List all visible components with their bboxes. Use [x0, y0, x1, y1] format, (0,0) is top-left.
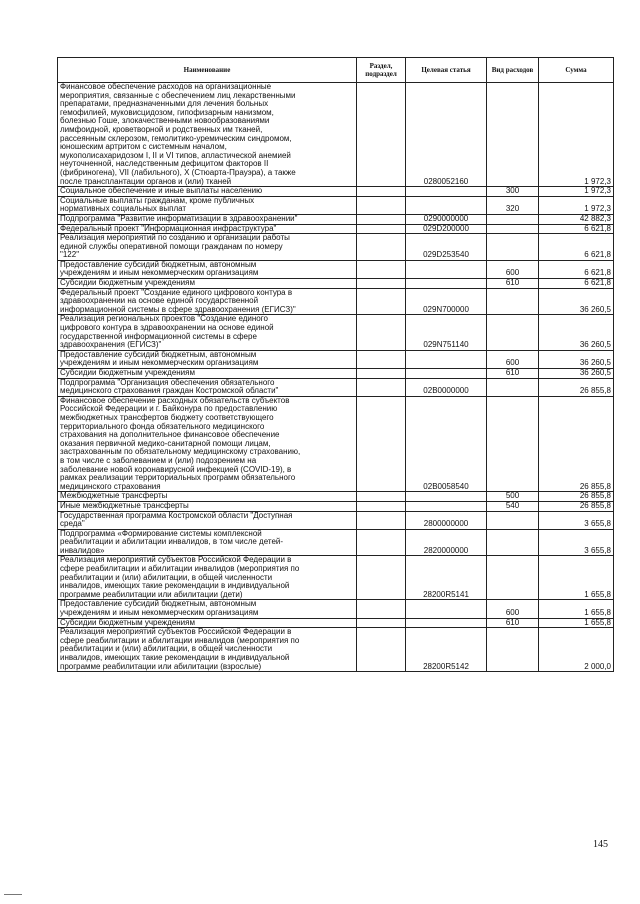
cell-section — [357, 350, 406, 368]
cell-name: Финансовое обеспечение расходов на организационные мероприятия, связанные с обеспечением лиц лекарственными препаратами, предназначенными для лечения больных гемофилией, муковисцидозом, гипофизарным нанизмом, болезнью Гоше, злокачественными новообразованиями лимфоидной, кроветворной и родственных им тканей, рассеянным склерозом, гемолитико-уремическим синдромом, юношеским артритом с системным началом, мукополисахаридозом I, II и VI типов, апластической анемией неуточненной, наследственным дефицитом факторов II (фибриногена), VII (лабильного), X (Стюарта-Прауэра), а также после трансплантации органов и (или) тканей — [58, 83, 357, 187]
cell-expense-type — [487, 529, 539, 556]
cell-name: Государственная программа Костромской области "Доступная среда" — [58, 511, 357, 529]
table-row — [58, 83, 614, 187]
table-body — [58, 83, 614, 672]
cell-section — [357, 234, 406, 261]
cell-name: Субсидии бюджетным учреждениям — [58, 369, 357, 379]
table-row — [58, 350, 614, 368]
cell-section — [357, 260, 406, 278]
cell-sum: 1 972,3 — [539, 83, 614, 187]
cell-target-article — [406, 187, 487, 197]
cell-name: Предоставление субсидий бюджетным, автономным учреждениям и иным некоммерческим организациям — [58, 350, 357, 368]
table-row — [58, 628, 614, 672]
cell-target-article — [406, 618, 487, 628]
cell-sum: 1 972,3 — [539, 196, 614, 214]
table-row — [58, 369, 614, 379]
cell-section — [357, 83, 406, 187]
table-row — [58, 396, 614, 492]
cell-section — [357, 279, 406, 289]
cell-sum: 36 260,5 — [539, 369, 614, 379]
cell-expense-type: 600 — [487, 600, 539, 618]
cell-target-article: 029D200000 — [406, 224, 487, 234]
cell-expense-type: 500 — [487, 492, 539, 502]
cell-target-article: 28200R5142 — [406, 628, 487, 672]
table-row — [58, 556, 614, 600]
cell-name: Реализация мероприятий по созданию и организации работы единой службы оперативной помощи гражданам по номеру "122" — [58, 234, 357, 261]
cell-expense-type — [487, 214, 539, 224]
cell-section — [357, 556, 406, 600]
cell-sum: 26 855,8 — [539, 396, 614, 492]
cell-section — [357, 369, 406, 379]
table-row — [58, 288, 614, 315]
cell-section — [357, 288, 406, 315]
cell-expense-type: 610 — [487, 369, 539, 379]
cell-section — [357, 196, 406, 214]
table-row — [58, 600, 614, 618]
cell-sum: 1 655,8 — [539, 556, 614, 600]
cell-target-article — [406, 492, 487, 502]
cell-sum: 6 621,8 — [539, 260, 614, 278]
cell-section — [357, 529, 406, 556]
cell-target-article: 0290000000 — [406, 214, 487, 224]
cell-name: Подпрограмма «Формирование системы комплексной реабилитации и абилитации инвалидов, в том числе детей- инвалидов» — [58, 529, 357, 556]
cell-sum: 6 621,8 — [539, 234, 614, 261]
table-row — [58, 214, 614, 224]
cell-expense-type — [487, 511, 539, 529]
cell-expense-type: 600 — [487, 350, 539, 368]
cell-sum: 42 882,3 — [539, 214, 614, 224]
table-row — [58, 315, 614, 350]
cell-target-article — [406, 501, 487, 511]
cell-sum: 2 000,0 — [539, 628, 614, 672]
cell-section — [357, 396, 406, 492]
cell-expense-type: 540 — [487, 501, 539, 511]
cell-name: Субсидии бюджетным учреждениям — [58, 279, 357, 289]
cell-name: Реализация мероприятий субъектов Российской Федерации в сфере реабилитации и абилитации инвалидов (мероприятия по реабилитации и (или) абилитации, в общей численности инвалидов, имеющих такие рекомендации в индивидуальной программе реабилитации или абилитации (дети) — [58, 556, 357, 600]
cell-target-article: 28200R5141 — [406, 556, 487, 600]
cell-expense-type: 300 — [487, 187, 539, 197]
cell-expense-type — [487, 556, 539, 600]
cell-section — [357, 378, 406, 396]
cell-expense-type — [487, 288, 539, 315]
cell-name: Финансовое обеспечение расходных обязательств субъектов Российской Федерации и г. Байконура по предоставлению межбюджетных трансфертов бюджету соответствующего территориального фонда обязательного медицинского страхования на дополнительное финансовое обеспечение оказания первичной медико-санитарной помощи лицам, застрахованным по обязательному медицинскому страхованию, в том числе с заболеванием и (или) подозрением на заболевание новой коронавирусной инфекцией (COVID-19), в рамках реализации территориальных программ обязательного медицинского страхования — [58, 396, 357, 492]
header-section: Раздел, подраздел — [357, 58, 406, 83]
cell-sum: 6 621,8 — [539, 224, 614, 234]
cell-name: Реализация мероприятий субъектов Российской Федерации в сфере реабилитации и абилитации инвалидов (мероприятия по реабилитации и (или) абилитации, в общей численности инвалидов, имеющих такие рекомендации в индивидуальной программе реабилитации или абилитации (взрослые) — [58, 628, 357, 672]
cell-name: Социальное обеспечение и иные выплаты населению — [58, 187, 357, 197]
cell-name: Предоставление субсидий бюджетным, автономным учреждениям и иным некоммерческим организациям — [58, 260, 357, 278]
cell-target-article: 2820000000 — [406, 529, 487, 556]
cell-sum: 3 655,8 — [539, 529, 614, 556]
cell-expense-type — [487, 628, 539, 672]
cell-target-article: 0280052160 — [406, 83, 487, 187]
cell-section — [357, 600, 406, 618]
cell-section — [357, 511, 406, 529]
cell-name: Социальные выплаты гражданам, кроме публичных нормативных социальных выплат — [58, 196, 357, 214]
cell-sum: 36 260,5 — [539, 350, 614, 368]
table-row — [58, 492, 614, 502]
cell-sum: 1 972,3 — [539, 187, 614, 197]
budget-table — [57, 57, 614, 672]
cell-target-article — [406, 600, 487, 618]
header-sum: Сумма — [539, 58, 614, 83]
cell-section — [357, 501, 406, 511]
cell-section — [357, 628, 406, 672]
cell-name: Федеральный проект "Информационная инфраструктура" — [58, 224, 357, 234]
cell-sum: 26 855,8 — [539, 501, 614, 511]
cell-sum: 6 621,8 — [539, 279, 614, 289]
cell-name: Иные межбюджетные трансферты — [58, 501, 357, 511]
cell-expense-type — [487, 83, 539, 187]
cell-name: Федеральный проект "Создание единого цифрового контура в здравоохранении на основе единой государственной информационной системы в сфере здравоохранения (ЕГИСЗ)" — [58, 288, 357, 315]
cell-sum: 26 855,8 — [539, 492, 614, 502]
cell-target-article — [406, 196, 487, 214]
cell-expense-type: 610 — [487, 618, 539, 628]
cell-target-article: 02B0000000 — [406, 378, 487, 396]
cell-section — [357, 187, 406, 197]
table-row — [58, 187, 614, 197]
cell-name: Субсидии бюджетным учреждениям — [58, 618, 357, 628]
cell-section — [357, 315, 406, 350]
cell-expense-type — [487, 315, 539, 350]
cell-name: Межбюджетные трансферты — [58, 492, 357, 502]
cell-target-article: 2800000000 — [406, 511, 487, 529]
cell-sum: 36 260,5 — [539, 315, 614, 350]
table-row — [58, 196, 614, 214]
cell-section — [357, 224, 406, 234]
cell-section — [357, 618, 406, 628]
cell-section — [357, 214, 406, 224]
cell-name: Реализация региональных проектов "Создание единого цифрового контура в здравоохранении на основе единой государственной информационной системы в сфере здравоохранения (ЕГИСЗ)" — [58, 315, 357, 350]
cell-target-article — [406, 260, 487, 278]
cell-target-article — [406, 279, 487, 289]
table-header-row — [58, 58, 614, 83]
cell-name: Подпрограмма "Организация обеспечения обязательного медицинского страхования граждан Костромской области" — [58, 378, 357, 396]
cell-sum: 1 655,8 — [539, 618, 614, 628]
table-row — [58, 378, 614, 396]
cell-name: Подпрограмма "Развитие информатизации в здравоохранении" — [58, 214, 357, 224]
cell-target-article — [406, 350, 487, 368]
cell-expense-type: 600 — [487, 260, 539, 278]
table-row — [58, 260, 614, 278]
cell-target-article — [406, 369, 487, 379]
cell-sum: 3 655,8 — [539, 511, 614, 529]
header-name: Наименование — [58, 58, 357, 83]
cell-expense-type — [487, 396, 539, 492]
cell-section — [357, 492, 406, 502]
cell-target-article: 029D253540 — [406, 234, 487, 261]
cell-target-article: 029N700000 — [406, 288, 487, 315]
table-row — [58, 234, 614, 261]
page-number: 145 — [593, 839, 608, 850]
cell-expense-type — [487, 224, 539, 234]
cell-expense-type: 320 — [487, 196, 539, 214]
header-expense: Вид расходов — [487, 58, 539, 83]
header-target: Целевая статья — [406, 58, 487, 83]
table-row — [58, 511, 614, 529]
cell-sum: 1 655,8 — [539, 600, 614, 618]
cell-expense-type — [487, 378, 539, 396]
table-row — [58, 279, 614, 289]
table-row — [58, 501, 614, 511]
scan-edge-mark — [4, 894, 22, 895]
cell-name: Предоставление субсидий бюджетным, автономным учреждениям и иным некоммерческим организациям — [58, 600, 357, 618]
cell-sum: 26 855,8 — [539, 378, 614, 396]
cell-target-article: 02B0058540 — [406, 396, 487, 492]
cell-expense-type: 610 — [487, 279, 539, 289]
cell-expense-type — [487, 234, 539, 261]
table-row — [58, 529, 614, 556]
cell-sum: 36 260,5 — [539, 288, 614, 315]
cell-target-article: 029N751140 — [406, 315, 487, 350]
